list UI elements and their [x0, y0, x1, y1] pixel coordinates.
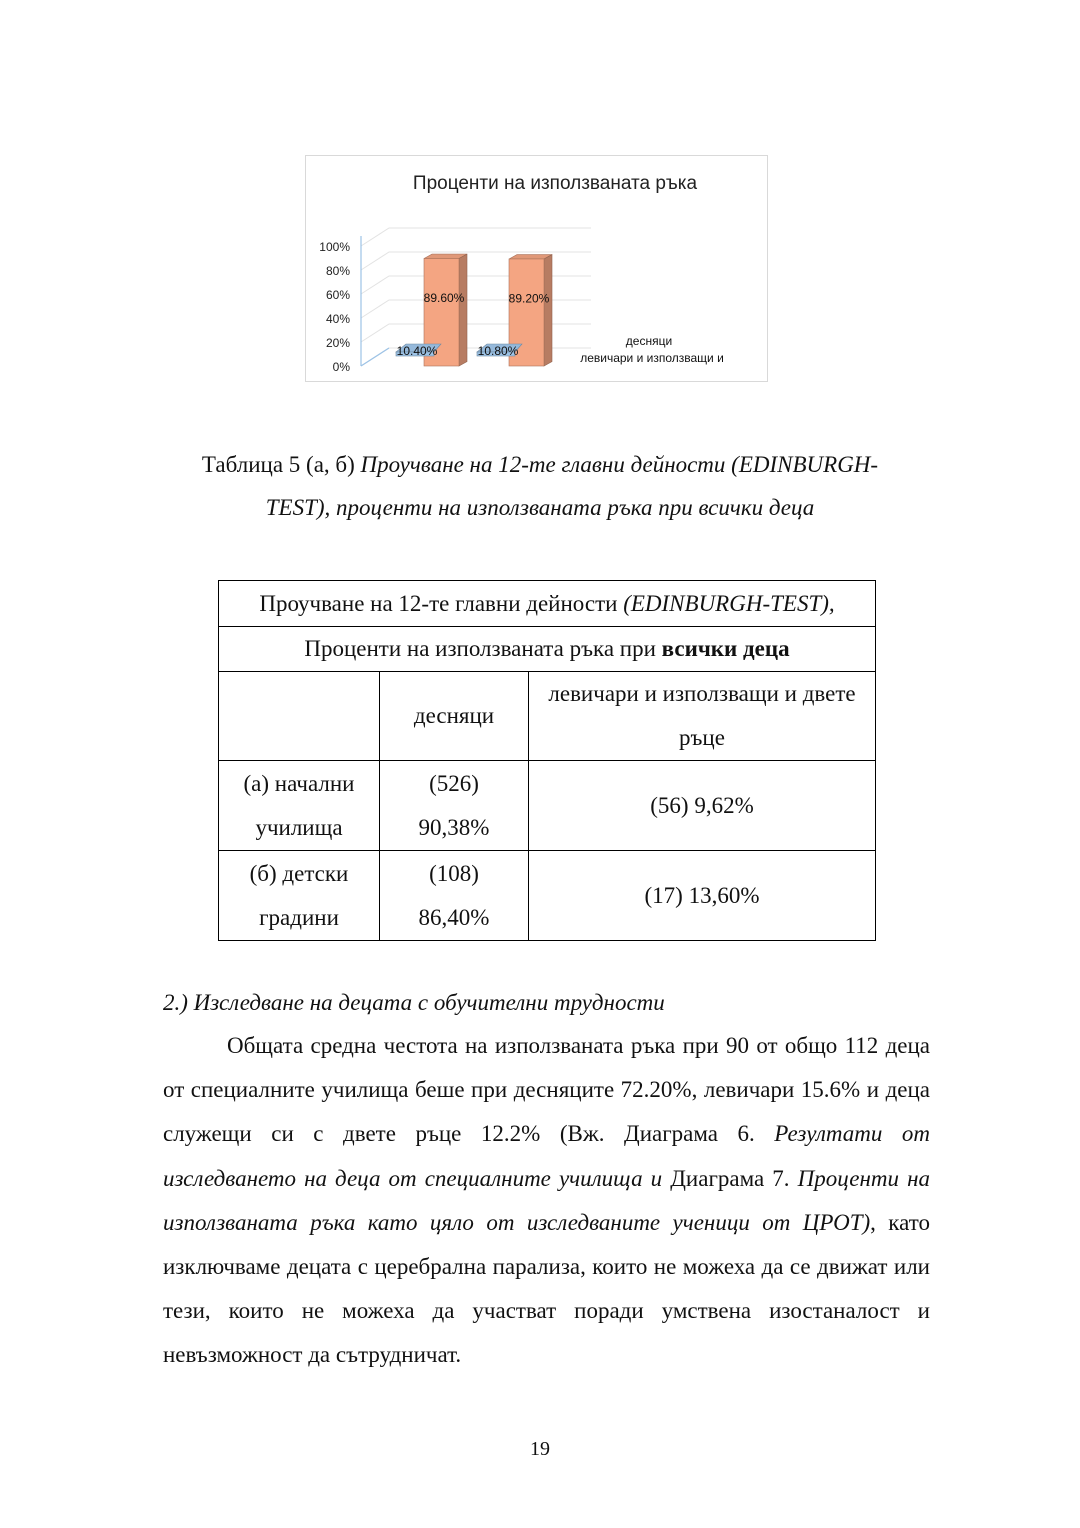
col-header-empty — [219, 672, 380, 761]
row-right-handed: (108) 86,40% — [380, 851, 529, 941]
gridline — [361, 228, 591, 246]
hand-usage-table — [218, 580, 876, 941]
col-header-left-handed: левичари и използващи и двете ръце — [529, 672, 876, 761]
data-label: 89.60% — [423, 291, 465, 306]
y-tick-label: 20% — [325, 336, 350, 350]
table-header-2 — [219, 627, 876, 672]
row-label: (а) начални училища — [219, 761, 380, 851]
para-text-1: Общата средна честота на използваната ръка при 90 от общо 112 деца от специалните училища беше при десняците 72.20%, левичари 15.6% и деца служещи си с двете ръце 12.2% (Вж. Диаграма 6. — [163, 1033, 930, 1147]
page-number: 19 — [530, 1438, 550, 1460]
y-tick-label: 100% — [319, 240, 350, 254]
legend-item: левичари и използващи и — [580, 351, 724, 365]
chart-svg — [306, 156, 767, 381]
bar-right-handed-side — [544, 255, 552, 366]
y-tick-label: 40% — [325, 312, 350, 326]
para-italic-2: Проценти на използваната ръка като цяло от изследваните ученици от ЦРОТ) — [163, 1165, 930, 1235]
gridline — [361, 276, 591, 294]
table-column-headers — [219, 672, 876, 761]
row-label: (б) детски градини — [219, 851, 380, 941]
para-text-3: , като изключваме децата с церебрална парализа, които не можеха да се движат или тези, които не можеха да участват поради умствена изостаналост и невъзможност да сътрудничат. — [163, 1209, 930, 1368]
header1-text: Проучване на 12-те главни дейности — [259, 590, 624, 616]
data-label: 89.20% — [508, 291, 550, 306]
chart-title: Проценти на използваната ръка — [412, 173, 698, 194]
row-left-handed: (56) 9,62% — [529, 761, 876, 851]
row-right-handed: (526) 90,38% — [380, 761, 529, 851]
chart-gridlines — [361, 228, 591, 366]
bar-right-handed-side — [459, 254, 467, 366]
section-heading: 2.) Изследване на децата с обучителни трудности — [163, 990, 665, 1015]
table-header-row — [219, 581, 876, 627]
para-italic-1: Резултати от изследването на деца от специалните училища и — [163, 1121, 931, 1191]
data-label: 10.80% — [477, 344, 519, 358]
col-header-right-handed: десняци — [380, 672, 529, 761]
gridline — [361, 300, 591, 318]
table-header-1 — [219, 581, 876, 627]
gridline — [361, 252, 591, 270]
table-row — [219, 851, 876, 941]
header2-bold: всички деца — [661, 636, 790, 661]
para-text-2: Диаграма 7. — [662, 1165, 798, 1191]
y-axis-floor — [361, 348, 389, 366]
table-caption-line1 — [150, 443, 930, 487]
table-caption-line2: TEST), проценти на използваната ръка при всички деца — [265, 495, 815, 520]
y-tick-label: 60% — [325, 288, 350, 302]
header1-italic: (EDINBURGH-TEST), — [623, 590, 835, 616]
row-left-handed: (17) 13,60% — [529, 851, 876, 941]
chart-y-ticks — [319, 240, 350, 374]
chart-legend — [580, 334, 724, 365]
hand-usage-chart — [305, 155, 768, 382]
caption-title-part1: Проучване на 12-те главни дейности (EDINBURGH- — [360, 452, 879, 477]
header2-text: Проценти на използваната ръка при — [304, 636, 662, 661]
body-paragraph — [163, 1024, 930, 1378]
y-tick-label: 80% — [325, 264, 350, 278]
y-tick-label: 0% — [332, 360, 350, 374]
data-label: 10.40% — [396, 344, 438, 358]
table-row — [219, 761, 876, 851]
legend-item: десняци — [625, 334, 673, 348]
caption-prefix: Таблица 5 (а, б) — [201, 452, 361, 477]
gridline — [361, 348, 591, 366]
table-subheader-row — [219, 627, 876, 672]
gridline — [361, 324, 591, 342]
